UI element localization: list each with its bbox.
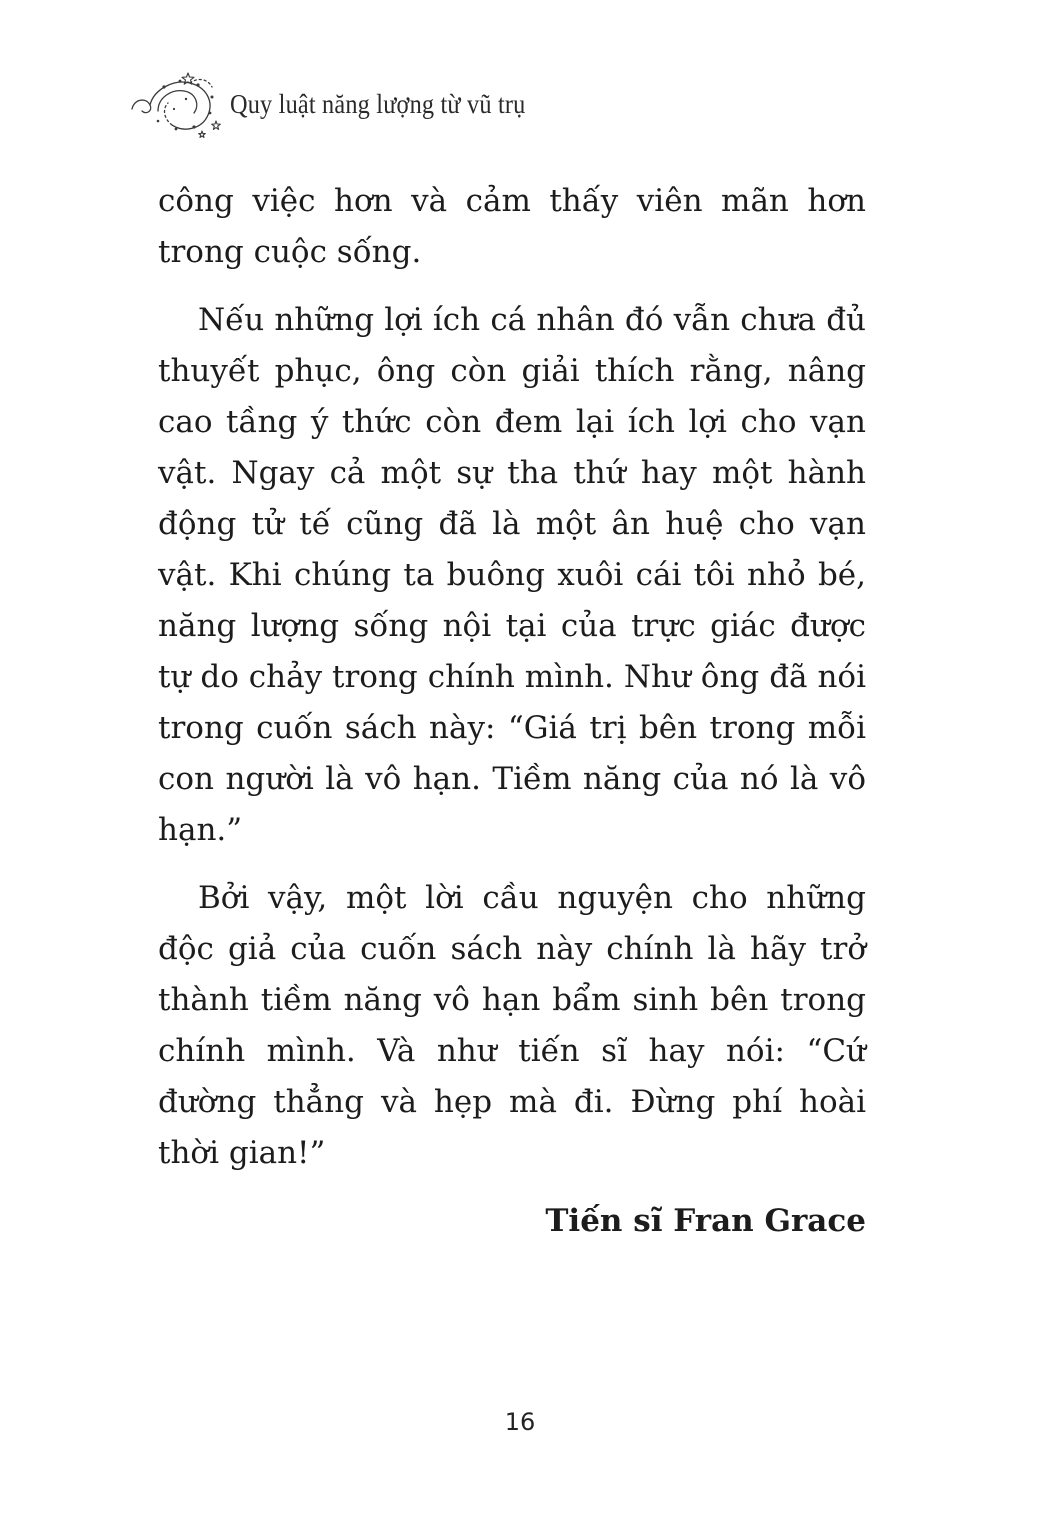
paragraph-2: Nếu những lợi ích cá nhân đó vẫn chưa đủ thuyết phục, ông còn giải thích rằng, nâng cao tầng ý thức còn đem lại ích lợi cho vạn vật. Ngay cả một sự tha thứ hay một hành động tử tế cũng đã là một ân huệ cho vạn vật. Khi chúng ta buông xuôi cái tôi nhỏ bé, năng lượng sống nội tại của trực giác được tự do chảy trong chính mình. Như ông đã nói trong cuốn sách này: “Giá trị bên trong mỗi con người là vô hạn. Tiềm năng của nó là vô hạn.”	[158, 302, 866, 848]
paragraph-1: công việc hơn và cảm thấy viên mãn hơn trong cuộc sống.	[158, 183, 866, 270]
swirl-stars-ornament-icon	[128, 69, 224, 139]
body-text	[158, 176, 866, 1247]
running-header	[128, 64, 558, 144]
author-signature: Tiến sĩ Fran Grace	[545, 1203, 866, 1239]
page-number: 16	[504, 1408, 536, 1436]
paragraph-3: Bởi vậy, một lời cầu nguyện cho những độc giả của cuốn sách này chính là hãy trở thành tiềm năng vô hạn bẩm sinh bên trong chính mình. Và như tiến sĩ hay nói: “Cứ đường thẳng và hẹp mà đi. Đừng phí hoài thời gian!”	[158, 880, 866, 1171]
running-header-title: Quy luật năng lượng từ vũ trụ	[230, 88, 526, 119]
